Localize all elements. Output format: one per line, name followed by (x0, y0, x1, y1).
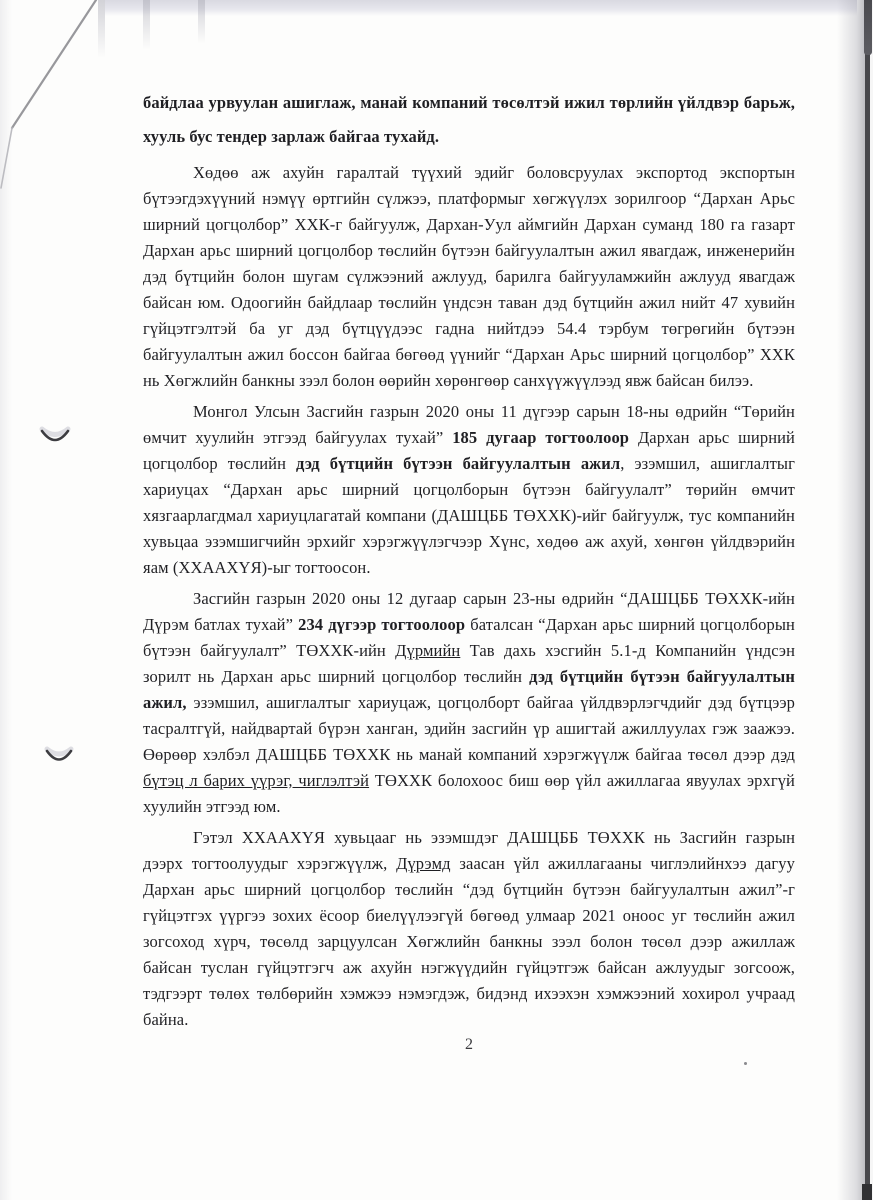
scan-edge-shadow-left (0, 0, 12, 1200)
scan-streak (198, 0, 205, 44)
text-segment-underline: Дүрэмд (396, 854, 451, 873)
scan-edge-shadow-right (837, 0, 867, 1200)
text-segment-bold: дэд бүтцийн бүтээн байгуулалтын ажил (296, 454, 621, 473)
body-paragraph-3 (143, 586, 795, 820)
punch-hole-mark-bottom (47, 749, 71, 760)
scan-edge-cap-bottom-right (862, 1184, 872, 1200)
body-paragraph-1 (143, 160, 795, 394)
page-crease-line (12, 0, 96, 128)
text-segment-normal: ТӨХХК болохоос биш өөр үйл ажиллагаа явуулах эрхгүй хуулийн этгээд юм. (143, 771, 795, 816)
document-body (143, 86, 795, 1038)
text-segment-bold: дэд бүтцийн бүтээн байгуулалтын ажил, (143, 667, 795, 712)
text-segment-normal: Тав дахь хэсгийн 5.1-д Компанийн үндсэн зорилт нь Дархан арьс ширний цогцолбор төслийн (143, 641, 795, 686)
text-segment-normal: , эзэмшил, ашиглалтыг хариуцах “Дархан арьс ширний цогцолборын бүтээн байгуулалт” төрийн өмчит хязгаарлагдмал хариуцлагатай компани (ДАШЦББ ТӨХХК)-ийг байгуулж, тус компанийн хувьцаа эзэмшигчийн эрхийг хэрэгжүүлэгчээр Хүнс, хөдөө аж ахуй, хөнгөн үйлдвэрийн яам (ХХААХҮЯ)-ыг тогтоосон. (143, 454, 795, 577)
text-segment-normal: Хөдөө аж ахуйн гаралтай түүхий эдийг боловсруулах экспортод экспортын бүтээгдэхүүний нэмүү өртгийн сүлжээ, платформыг хөгжүүлэх зорилгоор “Дархан Арьс ширний цогцолбор” ХХК-г байгуулж, Дархан-Уул аймгийн Дархан суманд 180 га газарт Дархан арьс ширний цогцолбор төслийн бүтээн байгуулалтын ажил явагдаж, инженерийн дэд бүтцийн болон шугам сүлжээний ажлууд, барилга байгууламжийн ажлууд явагдаж байсан юм. Одоогийн байдлаар төслийн үндсэн таван дэд бүтцийн ажил нийт 47 хувийн гүйцэтгэлтэй ба уг дэд бүтцүүдээс гадна нийтдээ 54.4 тэрбум төгрөгийн бүтээн байгуулалтын ажил боссон байгаа бөгөөд үүнийг “Дархан Арьс ширний цогцолбор” ХХК нь Хөгжлийн банкны зээл болон өөрийн хөрөнгөөр санхүүжүүлээд явж байсан билээ. (143, 163, 795, 390)
text-segment-underline: Дүрмийн (395, 641, 461, 660)
text-segment-normal: Монгол Улсын Засгийн газрын 2020 оны 11 дүгээр сарын 18-ны өдрийн “Төрийн өмчит хуулийн этгээд байгуулах тухай” (143, 402, 795, 447)
scan-streak (143, 0, 150, 50)
heading-paragraph (143, 86, 795, 154)
text-segment-normal: эзэмшил, ашиглалтыг хариуцаж, цогцолборт байгаа үйлдвэрлэгчдийг дэд бүтцээр тасралтгүй, найдвартай бүрэн ханган, эдийн засгийн үр ашигтай ажиллуулах гэж заажээ. Өөрөөр хэлбэл ДАШЦББ ТӨХХК нь манай компаний хэрэгжүүлж байгаа төсөл дээр (143, 693, 795, 764)
text-segment-bold: 234 дүгээр тогтоолоор (298, 615, 466, 634)
body-paragraph-2 (143, 399, 795, 581)
text-segment-normal: Засгийн газрын 2020 оны 12 дугаар сарын 23-ны өдрийн “ДАШЦББ ТӨХХК-ийн Дүрэм батлах тухай” (143, 589, 795, 634)
text-segment-normal: Дархан арьс ширний цогцолбор төслийн (143, 428, 795, 473)
text-segment-normal: баталсан “Дархан арьс ширний цогцолборын бүтээн байгуулалт” ТӨХХК-ийн (143, 615, 795, 660)
scan-edge-cap-top-right (864, 0, 872, 55)
body-paragraph-4 (143, 825, 795, 1033)
ink-speck (744, 1062, 747, 1065)
page-number: 2 (465, 1036, 473, 1053)
punch-hole-mark-top (42, 429, 68, 440)
scan-streak (98, 0, 105, 58)
scan-edge-shadow-top (105, 0, 857, 16)
text-segment-underline: дэд бүтэц л барих үүрэг, чиглэлтэй (143, 745, 795, 790)
text-segment-bold: 185 дугаар тогтоолоор (452, 428, 630, 447)
text-segment-normal: Гэтэл ХХААХҮЯ хувьцааг нь эзэмшдэг ДАШЦББ ТӨХХК нь Засгийн газрын дээрх тогтоолуудыг хэрэгжүүлж, (143, 828, 795, 873)
text-segment-normal: заасан үйл ажиллагааны чиглэлийнхээ дагуу Дархан арьс ширний цогцолбор төслийн “дэд бүтцийн бүтээн байгуулалтын ажил”-г гүйцэтгэх үүргээ зохих ёсоор биелүүлээгүй бөгөөд улмаар 2021 оноос уг төслийн ажил зогсоход хүрч, төсөлд зарцуулсан Хөгжлийн банкны зээл болон төсөл дээр ажиллаж байсан туслан гүйцэтгэгч аж ахуйн нэгжүүдийн гүйцэтгэж байсан ажлуудыг зогсоож, тэдгээрт төлөх төлбөрийн хэмжээ нэмэгдэж, бидэнд ихээхэн хэмжээний хохирол учраад байна. (143, 854, 795, 1029)
text-segment-bold: байдлаа урвуулан ашиглаж, манай компаний төсөлтэй ижил төрлийн үйлдвэр барьж, хууль бус тендер зарлаж байгаа тухайд. (143, 93, 795, 146)
